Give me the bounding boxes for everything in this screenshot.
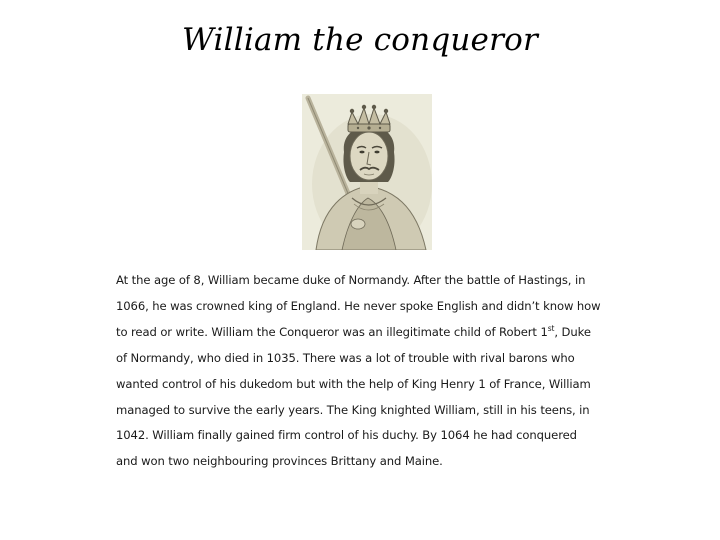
body-paragraph	[116, 268, 616, 475]
william-portrait-icon	[302, 94, 432, 250]
portrait-image	[302, 94, 432, 250]
text-segment: , Duke	[554, 324, 591, 339]
text-line: 1066, he was crowned king of England. He never spoke English and didn’t know how	[116, 298, 601, 313]
page-title: William the conqueror	[182, 22, 538, 58]
text-line: 1042. William finally gained firm control of his duchy. By 1064 he had conquered	[116, 428, 577, 443]
superscript-ordinal: st	[547, 323, 555, 333]
text-line	[116, 320, 616, 346]
text-line: managed to survive the early years. The King knighted William, still in his teens, in	[116, 402, 590, 417]
text-segment: to read or write. William the Conqueror was an illegitimate child of Robert 1	[116, 324, 548, 339]
text-line: wanted control of his dukedom but with the help of King Henry 1 of France, William	[116, 376, 591, 391]
text-line: At the age of 8, William became duke of Normandy. After the battle of Hastings, in	[116, 273, 586, 287]
text-line: and won two neighbouring provinces Brittany and Maine.	[116, 454, 443, 469]
text-line: of Normandy, who died in 1035. There was a lot of trouble with rival barons who	[116, 350, 575, 365]
